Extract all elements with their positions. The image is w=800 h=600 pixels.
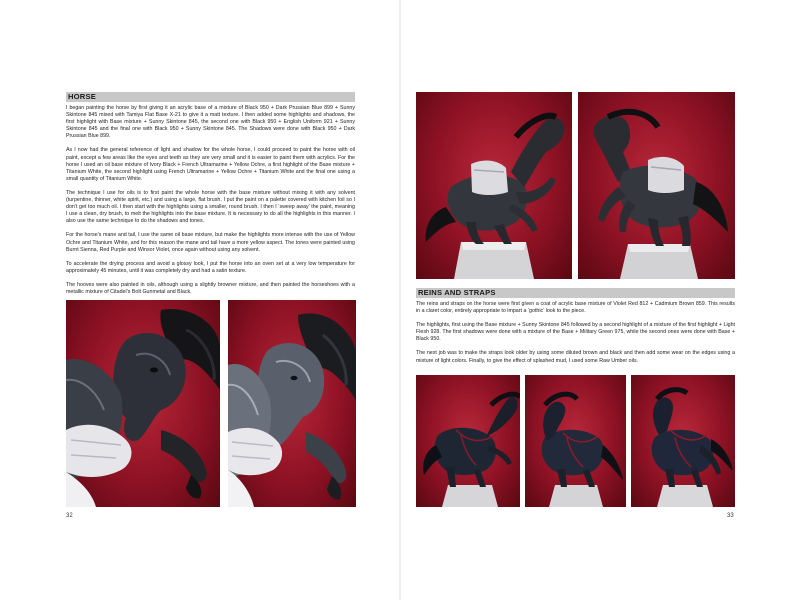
paragraph: For the horse’s mane and tail, I use the same oil base mixture, but make the highlights more intense with the use of Yellow Ochre and Titanium White, and for this reason the mane and tail have a more yellow aspect. The tones were painted using Burnt Sienna, Red Purple and Winsor Violet, once again without using any solvent. xyxy=(66,232,355,253)
page-number-left: 32 xyxy=(66,513,73,519)
horse-article-text xyxy=(66,105,355,303)
horse-closeup-photo-2 xyxy=(228,300,356,507)
reins-photo-3 xyxy=(631,375,735,507)
reins-photo-2 xyxy=(525,375,626,507)
paragraph: The highlights, first using the Base mixture + Sunny Skintone 845 followed by a second highlight of a mixture of the first highlight + Light Flesh 928. The first shadows were done with a mixture of the Base + Military Green 975, while the second ones were done with Base + Black 950. xyxy=(416,322,735,343)
rearing-horse-photo-1 xyxy=(416,92,572,279)
rearing-horse-photo-2 xyxy=(578,92,735,279)
left-page xyxy=(0,0,399,600)
paragraph: The technique I use for oils is to first paint the whole horse with the base mixture without mixing it with any solvent (turpentine, thinner, white spirit, etc.) and using a large, flat brush. I put the paint on a palette covered with kitchen foil so I don’t get too much oil. I then start with the highlights using a smaller, round brush. I then I ‘sweep away’ the paint, meaning I use a clean, dry brush, to melt the highlights into the base mixture. It is necessary to do all the highlights in this manner. I also use the same technique to do the shadows and tones. xyxy=(66,189,355,225)
section-header-reins-and-straps: REINS AND STRAPS xyxy=(416,288,735,298)
paragraph: The next job was to make the straps look older by using some diluted brown and black and then add some wear on the edges using a mixture of light colors. Finally, to give the effect of splashed mud, I used some Raw Umber oils. xyxy=(416,350,735,364)
paragraph: I began painting the horse by first giving it an acrylic base of a mixture of Black 950 + Dark Prussian Blue 899 + Sunny Skintone 845 mixed with Tamiya Flat Base X-21 to give it a matt texture. I then added some highlights and shadows, the first highlight with Base mixture + Sunny Skintone 845, the second one with Black 950 + English Uniform 921 + Sunny Skintone 845 and the final one with Black 950 + Sunny Skintone 845. The Shadows were done with Black 950 + Dark Prussian Blue 899. xyxy=(66,105,355,140)
paragraph: The hooves were also painted in oils, although using a slightly browner mixture, and then painted the horseshoes with a metallic mixture of Citadel’s Bolt Gunmetal and Black. xyxy=(66,281,355,295)
horse-closeup-photo-1 xyxy=(66,300,220,507)
section-header-horse: HORSE xyxy=(66,92,355,102)
paragraph: As I now had the general reference of light and shadow for the whole horse, I could proceed to paint the horse with oil paint, except a few areas like the eyes and teeth as they are very small and it is easier to paint them with acrylics. For the horse I used an oil base mixture of Ivory Black + French Ultramarine + Yellow Ochre, a first highlight of the Base mixture + Titanium White, the second highlight using French Ultramarine + Yellow Ochre + Titanium White and the final one using a small quantity of Titanium White. xyxy=(66,147,355,182)
page-number-right: 33 xyxy=(727,513,734,519)
right-page xyxy=(401,0,800,600)
reins-article-text xyxy=(416,301,735,372)
paragraph: To accelerate the drying process and avoid a glossy look, I put the horse into an oven set at a very low temperature for approximately 45 minutes, until it was completely dry and had a satin texture. xyxy=(66,260,355,274)
reins-photo-1 xyxy=(416,375,520,507)
paragraph: The reins and straps on the horse were first given a coat of acrylic base mixture of Violet Red 812 + Cadmium Brown 859. This results in a claret color, entirely appropriate to impart a ‘gothic’ look to the piece. xyxy=(416,301,735,315)
